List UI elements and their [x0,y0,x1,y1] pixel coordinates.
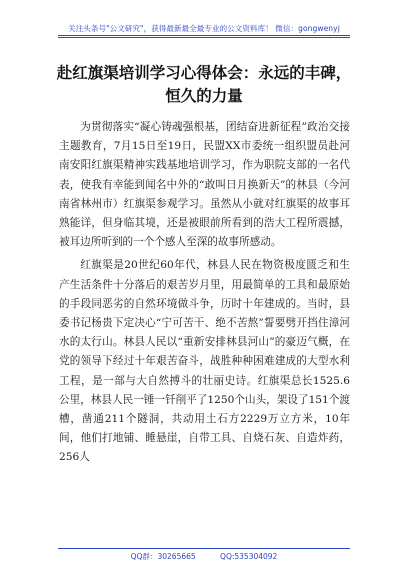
document-title-line-1: 赴红旗渠培训学习心得体会：永远的丰碑， [56,64,352,82]
header-divider [58,35,350,36]
document-title [40,62,368,108]
header-divider-thin [58,37,350,38]
footer-divider [58,548,350,549]
document-title-line-2: 恒久的力量 [165,87,243,105]
header-banner[interactable]: 关注头条号"公文研究"，获得最新最全最专业的公文资料库！ 微信：gongwenyj [68,24,340,33]
footer-contact [0,551,408,562]
body-paragraph: 为贯彻落实“凝心铸魂强根基，团结奋进新征程”政治交接主题教育，7月15日至19日，民盟XX市委统一组织盟员赴河南安阳红旗渠精神实践基地培训学习，作为职院支部的一名代表，使我有幸能到闻名中外的“敢叫日月换新天”的林县（今河南省林州市）红旗渠参观学习。虽然从小就对红旗渠的故事耳熟能详，但身临其境，还是被眼前所看到的浩大工程所震撼，被耳边所听到的一个个感人至深的故事所感动。 [59,121,350,249]
body-paragraph: 红旗渠是20世纪60年代，林县人民在物资极度匮乏和生产生活条件十分落后的艰苦岁月里，用最简单的工具和最原始的手段同恶劣的自然环境做斗争，历时十年建成的。当时，县委书记杨贵下定决心“宁可苦干、绝不苦熬”誓要劈开挡住漳河水的太行山。林县人民以“重新安排林县河山”的豪迈气概，在党的领导下经过十年艰苦奋斗，战胜种种困难建成的大型水利工程，是一部与大自然搏斗的壮丽史诗。红旗渠总长1525.6公里，林县人民一锤一钎削平了1250个山头，架设了151个渡槽，凿通211个隧洞，共动用土石方2229万立方米，10年间，他们打地铺、睡悬崖，自带工具、自烧石灰、自造炸药，256人 [59,259,350,464]
footer-qq-group[interactable]: QQ群：30265665 [130,552,196,561]
document-body [59,118,350,472]
footer-qq-number[interactable]: QQ:535304092 [220,552,278,561]
